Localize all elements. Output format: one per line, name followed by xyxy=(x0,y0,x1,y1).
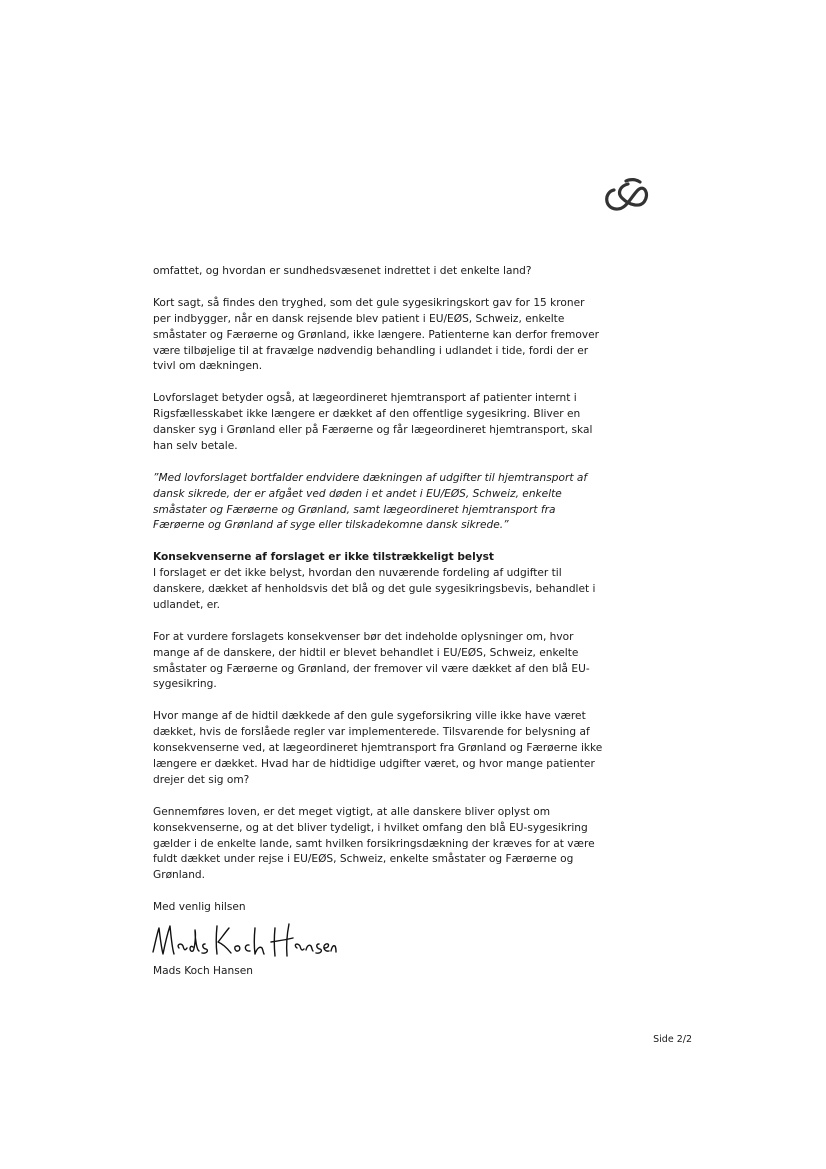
body-paragraph-7: Gennemføres loven, er det meget vigtigt, at alle danskere bliver oplyst om konsekvenserne, og at det bliver tydeligt, i hvilket omfang den blå EU-sygesikring gælder i de enkelte lande, samt hvilken forsikringsdækning der kræves for at være fuldt dækket under rejse i EU/EØS, Schweiz, enkelte småstater og Færøerne og Grønland. xyxy=(153,805,595,882)
body-paragraph-3: Lovforslaget betyder også, at lægeordineret hjemtransport af patienter internt i Rigsfællesskabet ikke længere er dækket af den offentlige sygesikring. Bliver en dansker syg i Grønland eller på Færøerne og får lægeordineret hjemtransport, skal han selv betale. xyxy=(153,392,593,452)
page-number: Side 2/2 xyxy=(653,1034,692,1045)
body-paragraph-4: I forslaget er det ikke belyst, hvordan den nuværende fordeling af udgifter til danskere, dækket af henholdsvis det blå og det gule sygesikringsbevis, behandlet i udlandet, er. xyxy=(153,567,596,611)
snake-staff-logo-icon xyxy=(600,176,652,216)
closing-salutation: Med venlig hilsen xyxy=(153,901,246,914)
letter-body xyxy=(153,264,603,980)
quoted-law-text: ”Med lovforslaget bortfalder endvidere dækningen af udgifter til hjemtransport af dansk sikrede, der er afgået ved døden i et andet i EU/EØS, Schweiz, enkelte småstater og Færøerne og Grønland, samt lægeordineret hjemtransport fra Færøerne og Grønland af syge eller tilskadekomne dansk sikrede.” xyxy=(153,471,588,532)
body-paragraph-1: omfattet, og hvordan er sundhedsvæsenet indrettet i det enkelte land? xyxy=(153,265,532,277)
section-heading: Konsekvenserne af forslaget er ikke tilstrækkeligt belyst xyxy=(153,551,494,564)
body-paragraph-2: Kort sagt, så findes den tryghed, som det gule sygesikringskort gav for 15 kroner per indbygger, når en dansk rejsende blev patient i EU/EØS, Schweiz, enkelte småstater og Færøerne og Grønland, ikke længere. Patienterne kan derfor fremover være tilbøjelige til at fravælge nødvendig behandling i udlandet i tide, fordi der er tvivl om dækningen. xyxy=(153,296,599,373)
handwritten-signature xyxy=(147,920,337,962)
body-paragraph-6: Hvor mange af de hidtil dækkede af den gule sygeforsikring ville ikke have været dækket, hvis de forslåede regler var implementerede. Tilsvarende for belysning af konsekvenserne ved, at lægeordineret hjemtransport fra Grønland og Færøerne ikke længere er dækket. Hvad har de hidtidige udgifter været, og hvor mange patienter drejer det sig om? xyxy=(153,710,603,786)
signer-name: Mads Koch Hansen xyxy=(153,965,253,978)
body-paragraph-5: For at vurdere forslagets konsekvenser bør det indeholde oplysninger om, hvor mange af de danskere, der hidtil er blevet behandlet i EU/EØS, Schweiz, enkelte småstater og Færøerne og Grønland, der fremover vil være dækket af den blå EU-sygesikring. xyxy=(153,630,590,691)
